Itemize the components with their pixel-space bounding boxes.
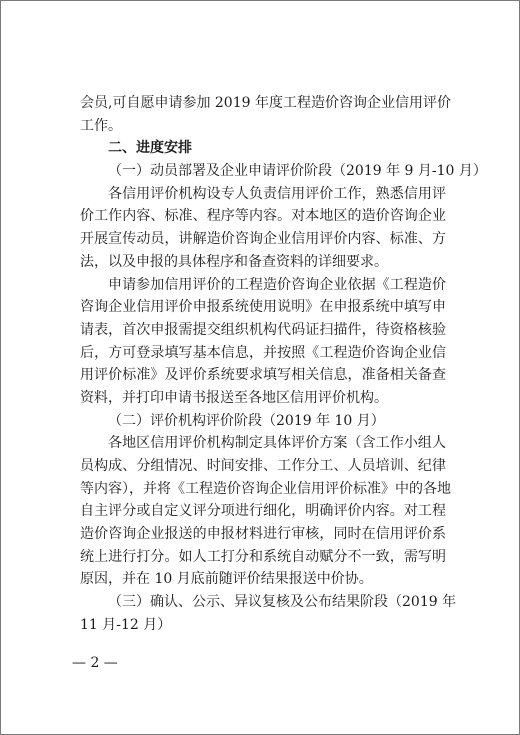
subsection-heading: （二）评价机构评价阶段（2019 年 10 月） — [108, 412, 385, 429]
paragraph-line: 价工作内容、标准、程序等内容。对本地区的造价咨询企业 — [80, 208, 446, 225]
subsection-heading: 11 月-12 月） — [80, 616, 172, 633]
page-number: — 2 — — [72, 655, 118, 671]
paragraph-line: 工作。 — [80, 117, 122, 134]
paragraph-line: 等内容），并将《工程造价咨询企业信用评价标准》中的各地 — [80, 480, 451, 497]
paragraph-line: 咨询企业信用评价申报系统使用说明》在申报系统中填写申 — [80, 299, 446, 316]
paragraph-line: 各地区信用评价机构制定具体评价方案（含工作小组人 — [108, 435, 446, 452]
paragraph-line: 员构成、分组情况、时间安排、工作分工、人员培训、纪律 — [80, 458, 446, 474]
paragraph-line: 各信用评价机构设专人负责信用评价工作，熟悉信用评 — [108, 185, 446, 202]
paragraph-line: 开展宣传动员，讲解造价咨询企业信用评价内容、标准、方 — [80, 231, 446, 248]
subsection-heading: （三）确认、公示、异议复核及公布结果阶段（2019 年 — [108, 594, 457, 611]
document-body — [80, 92, 487, 637]
paragraph-line: 造价咨询企业报送的申报材料进行审核，同时在信用评价系 — [80, 526, 446, 543]
paragraph-line: 原因，并在 10 月底前随评价结果报送中价协。 — [80, 571, 373, 588]
paragraph-line: 法，以及申报的具体程序和备查资料的详细要求。 — [80, 253, 388, 270]
paragraph-line: 请表，首次申报需提交组织机构代码证扫描件，待资格核验 — [80, 321, 446, 338]
paragraph-line: 后，方可登录填写基本信息，并按照《工程造价咨询企业信 — [80, 344, 446, 361]
paragraph-line: 用评价标准》及评价系统要求填写相关信息，准备相关备查 — [80, 367, 446, 384]
paragraph-line: 统上进行打分。如人工打分和系统自动赋分不一致，需写明 — [80, 548, 446, 565]
subsection-heading: （一）动员部署及企业申请评价阶段（2019 年 9 月-10 月） — [108, 163, 487, 180]
paragraph-line: 资料，并打印申请书报送至各地区信用评价机构。 — [80, 389, 388, 406]
paragraph-line: 自主评分或自定义评分项进行细化，明确评价内容。对工程 — [80, 503, 446, 520]
paragraph-line: 会员,可自愿申请参加 2019 年度工程造价咨询企业信用评价 — [80, 95, 451, 111]
section-heading: 二、进度安排 — [108, 140, 192, 157]
paragraph-line: 申请参加信用评价的工程造价咨询企业依据《工程造价 — [108, 276, 446, 293]
